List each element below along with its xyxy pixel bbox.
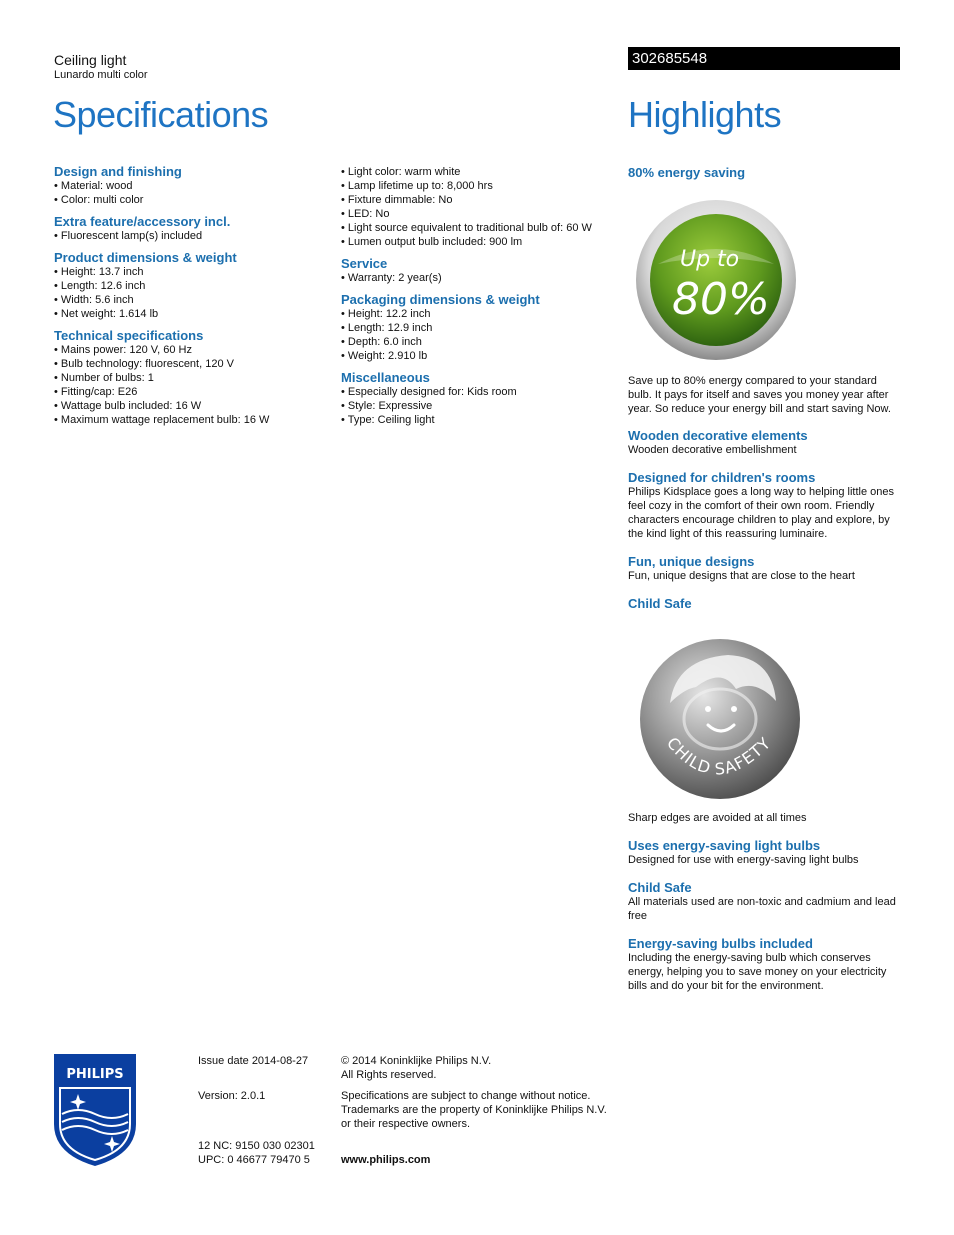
highlight-text: Philips Kidsplace goes a long way to helping little ones feel cozy in the comfort of their own room. Friendly characters encourage children to play and explore, by the kind light of this reassuring luminaire. [628, 486, 894, 540]
spec-item: • Mains power: 120 V, 60 Hz [54, 344, 192, 356]
website-link[interactable]: www.philips.com [341, 1154, 431, 1166]
badge-80-percent: 80% [672, 274, 770, 325]
spec-item: • Type: Ceiling light [341, 414, 435, 426]
spec-column-2 [341, 164, 616, 434]
badge-up-to: Up to [680, 247, 740, 272]
philips-shield-logo-icon [54, 1054, 136, 1166]
product-type: Ceiling light [54, 52, 127, 68]
highlight-heading: Uses energy-saving light bulbs [628, 838, 821, 853]
child-safety-badge-icon [636, 623, 811, 803]
highlight-child-safe-2 [628, 880, 903, 923]
spec-section [54, 214, 324, 243]
highlight-energy [628, 164, 903, 416]
spec-item: • Bulb technology: fluorescent, 120 V [54, 358, 234, 370]
highlight-text: Sharp edges are avoided at all times [628, 812, 807, 824]
spec-section-heading: Design and finishing [54, 164, 182, 179]
issue-date: Issue date 2014-08-27 [198, 1055, 309, 1067]
notice-line-2: Trademarks are the property of Koninklijke Philips N.V. [341, 1104, 607, 1116]
highlight-child-safe-1 [628, 596, 903, 825]
spec-item: • Color: multi color [54, 194, 144, 206]
highlight-heading: Fun, unique designs [628, 554, 755, 569]
spec-item: • Maximum wattage replacement bulb: 16 W [54, 414, 270, 426]
copyright-line-1: © 2014 Koninklijke Philips N.V. [341, 1055, 492, 1067]
version: Version: 2.0.1 [198, 1090, 266, 1102]
spec-item: • Length: 12.6 inch [54, 280, 146, 292]
highlight-text: Including the energy-saving bulb which conserves energy, helping you to save money on your electricity bills and do your bit for the environment. [628, 952, 887, 992]
highlight-fun [628, 554, 903, 583]
spec-item: • Light color: warm white [341, 166, 461, 178]
spec-item: • Especially designed for: Kids room [341, 386, 517, 398]
spec-item: • Weight: 2.910 lb [341, 350, 428, 362]
upc: UPC: 0 46677 79470 5 [198, 1154, 310, 1166]
highlight-heading: 80% energy saving [628, 165, 746, 180]
spec-section [341, 370, 616, 427]
highlight-text: All materials used are non-toxic and cadmium and lead free [628, 896, 896, 922]
highlights-column [628, 164, 903, 1006]
spec-section-heading: Service [341, 256, 388, 271]
notice-line-3: or their respective owners. [341, 1118, 470, 1130]
spec-item: • Net weight: 1.614 lb [54, 308, 159, 320]
spec-item: • Style: Expressive [341, 400, 433, 412]
specifications-title: Specifications [53, 94, 269, 135]
spec-item: • LED: No [341, 208, 390, 220]
highlight-heading: Child Safe [628, 880, 692, 895]
spec-section [341, 292, 616, 363]
highlight-heading: Designed for children's rooms [628, 470, 816, 485]
product-code: 302685548 [628, 47, 900, 70]
spec-item: • Width: 5.6 inch [54, 294, 134, 306]
copyright-line-2: All Rights reserved. [341, 1069, 437, 1081]
spec-item: • Light source equivalent to traditional bulb of: 60 W [341, 222, 592, 234]
spec-item: • Fitting/cap: E26 [54, 386, 138, 398]
spec-section-heading: Product dimensions & weight [54, 250, 237, 265]
highlight-bulbs [628, 936, 903, 993]
spec-section-heading: Packaging dimensions & weight [341, 292, 540, 307]
spec-item: • Height: 12.2 inch [341, 308, 431, 320]
highlight-text: Fun, unique designs that are close to the heart [628, 570, 855, 582]
spec-section [54, 164, 324, 207]
spec-item: • Length: 12.9 inch [341, 322, 433, 334]
energy-saving-badge-icon [636, 194, 796, 364]
spec-item: • Number of bulbs: 1 [54, 372, 154, 384]
product-name: Lunardo multi color [54, 69, 148, 81]
spec-item: • Fluorescent lamp(s) included [54, 230, 203, 242]
spec-section [54, 328, 324, 427]
highlight-text: Designed for use with energy-saving light bulbs [628, 854, 859, 866]
spec-item: • Fixture dimmable: No [341, 194, 453, 206]
spec-item: • Height: 13.7 inch [54, 266, 144, 278]
spec-section [54, 250, 324, 321]
spec-item: • Depth: 6.0 inch [341, 336, 422, 348]
spec-section-heading: Miscellaneous [341, 370, 430, 385]
highlight-heading: Child Safe [628, 596, 692, 611]
spec-item: • Lamp lifetime up to: 8,000 hrs [341, 180, 493, 192]
highlight-text: Save up to 80% energy compared to your standard bulb. It pays for itself and saves you money year after year. So reduce your energy bill and start saving Now. [628, 375, 891, 415]
highlight-heading: Wooden decorative elements [628, 428, 808, 443]
highlight-heading: Energy-saving bulbs included [628, 936, 813, 951]
spec-section [341, 256, 616, 285]
highlight-wooden [628, 428, 903, 457]
spec-section-heading: Extra feature/accessory incl. [54, 214, 231, 229]
spec-item: • Lumen output bulb included: 900 lm [341, 236, 523, 248]
spec-section [341, 164, 616, 249]
badge-child-safety-text: CHILD SAFETY [662, 733, 775, 779]
twelve-nc: 12 NC: 9150 030 02301 [198, 1140, 315, 1152]
logo-text: PHILIPS [66, 1067, 124, 1082]
highlight-text: Wooden decorative embellishment [628, 444, 797, 456]
spec-column-1 [54, 164, 324, 434]
notice-line-1: Specifications are subject to change without notice. [341, 1090, 591, 1102]
spec-section-heading: Technical specifications [54, 328, 204, 343]
highlight-children [628, 470, 903, 541]
spec-item: • Warranty: 2 year(s) [341, 272, 442, 284]
spec-item: • Material: wood [54, 180, 133, 192]
highlights-title: Highlights [628, 94, 782, 135]
spec-item: • Wattage bulb included: 16 W [54, 400, 202, 412]
highlight-uses [628, 838, 903, 867]
